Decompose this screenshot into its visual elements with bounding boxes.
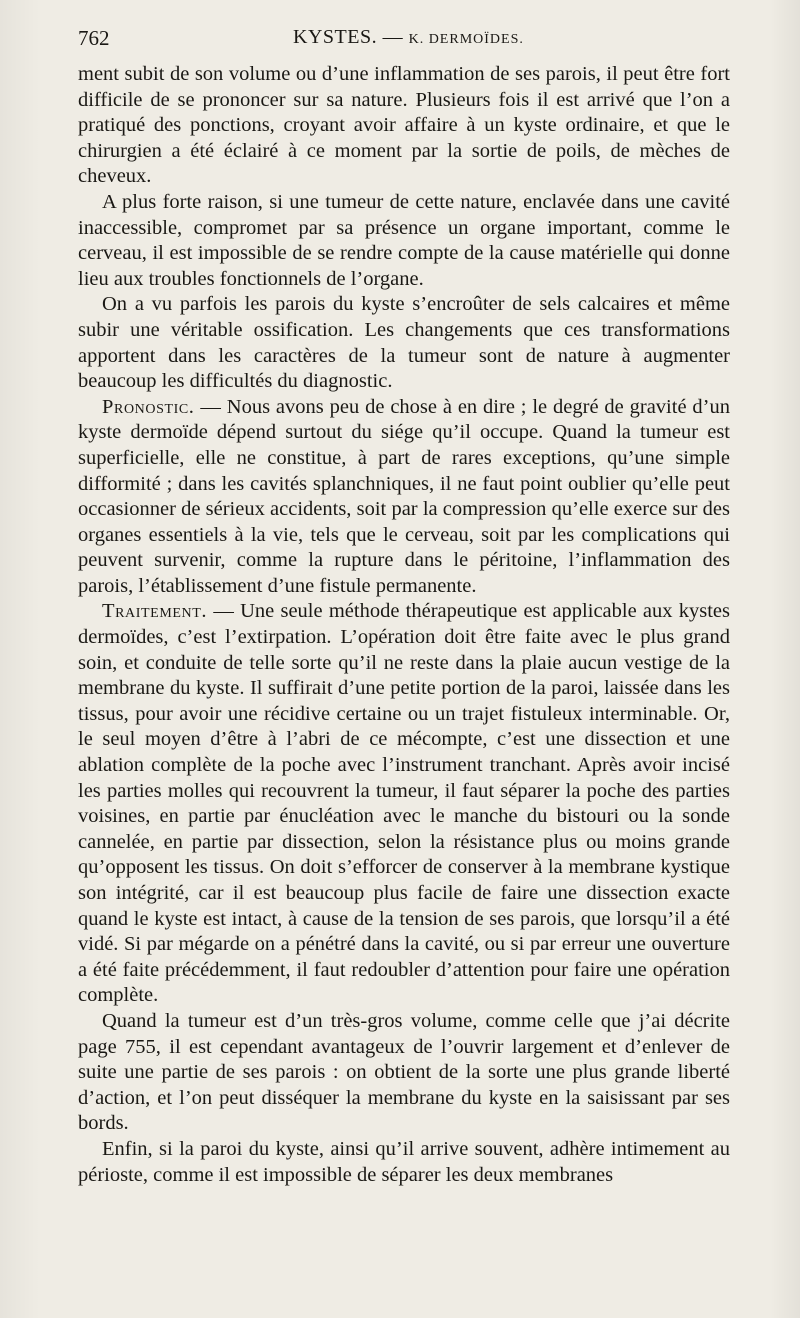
body-text (78, 62, 730, 1188)
paragraph-continued: ment subit de son volume ou d’une inflammation de ses parois, il peut être fort difficile de se prononcer sur sa nature. Plusieurs fois il est arrivé que l’on a pratiqué des ponctions, croyant avoir affaire à un kyste ordinaire, et que le chirurgien a été éclairé à ce moment par la sortie de poils, de mèches de cheveux. (78, 63, 730, 188)
paragraph-prognosis (78, 395, 730, 600)
paragraph-text: — Nous avons peu de chose à en dire ; le degré de gravité d’un kyste dermoïde dépend surtout du siége qu’il occupe. Quand la tumeur est superficielle, elle ne constitue, à part de rares exceptions, qu’une simple difformité ; dans les cavités splanchniques, il ne faut point oublier qu’elle peut occasionner de sérieux accidents, soit par la compression qu’elle exerce sur des organes essentiels à la vie, tels que le cerveau, soit par les complications qui peuvent survenir, comme la rupture dans le péritoine, l’inflammation des parois, l’établissement d’une fistule permanente. (78, 395, 730, 597)
running-head-subtitle: K. DERMOÏDES. (408, 32, 524, 47)
paragraph: Quand la tumeur est d’un très-gros volume, comme celle que j’ai décrite page 755, il est cependant avantageux de l’ouvrir largement et d’enlever de suite une partie de ses parois : on obtient de la sorte une plus grande liberté d’action, et l’on peut disséquer la membrane du kyste en la saisissant par ses bords. (78, 1009, 730, 1135)
running-head-title: KYSTES. — (293, 26, 404, 48)
paragraph: A plus forte raison, si une tumeur de cette nature, enclavée dans une cavité inaccessible, compromet par sa présence un organe important, comme le cerveau, il est impossible de se rendre compte de la cause matérielle qui donne lieu aux troubles fonctionnels de l’organe. (78, 190, 730, 290)
page-number: 762 (78, 26, 110, 50)
paragraph-treatment (78, 599, 730, 1009)
paragraph: On a vu parfois les parois du kyste s’encroûter de sels calcaires et même subir une véritable ossification. Les changements que ces transformations apportent dans les caractères de la tumeur sont de nature à augmenter beaucoup les difficultés du diagnostic. (78, 293, 730, 393)
page-header (78, 26, 730, 56)
section-heading-prognosis: Pronostic. (102, 395, 195, 418)
section-heading-treatment: Traitement. (102, 600, 208, 623)
running-head (293, 26, 524, 49)
paragraph: Enfin, si la paroi du kyste, ainsi qu’il arrive souvent, adhère intimement au périoste, comme il est impossible de séparer les deux membranes (78, 1137, 730, 1186)
paragraph-text: — Une seule méthode thérapeutique est applicable aux kystes dermoïdes, c’est l’extirpation. L’opération doit être faite avec le plus grand soin, et conduite de telle sorte qu’il ne reste dans la plaie aucun vestige de la membrane du kyste. Il suffirait d’une petite portion de la paroi, laissée dans les tissus, pour avoir une récidive certaine ou un trajet fistuleux interminable. Or, le seul moyen d’être à l’abri de ce mécompte, c’est une dissection et une ablation complète de la poche avec l’instrument tranchant. Après avoir incisé les parties molles qui recouvrent la tumeur, il faut séparer la poche des parties voisines, en partie par énucléation avec le manche du bistouri ou la sonde cannelée, en partie par dissection, selon la résistance plus ou moins grande qu’opposent les tissus. On doit s’efforcer de conserver à la membrane kystique son intégrité, car il est beaucoup plus facile de faire une dissection exacte quand le kyste est intact, à cause de la tension de ses parois, que lorsqu’il a été vidé. Si par mégarde on a pénétré dans la cavité, ou si par erreur une ouverture a été faite précédemment, il faut redoubler d’attention pour faire une opération complète. (78, 600, 730, 1007)
